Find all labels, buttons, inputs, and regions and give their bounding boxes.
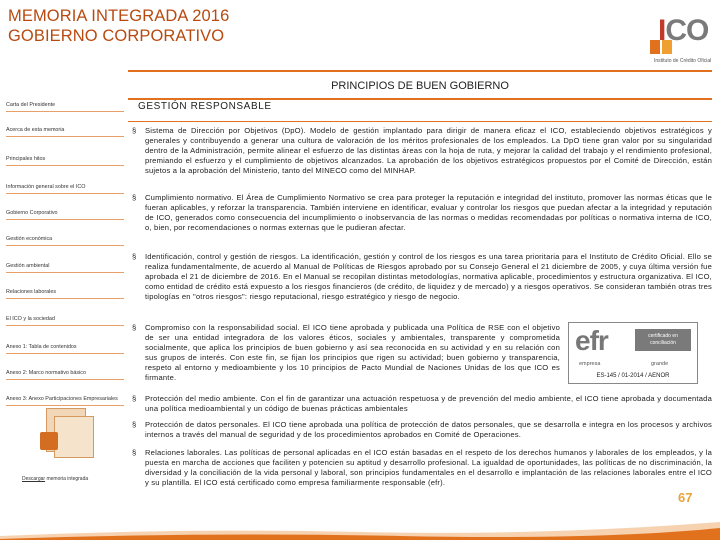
efr-logo: efr (575, 325, 608, 356)
principios-banner (128, 70, 712, 100)
logo-subtitle: Instituto de Crédito Oficial (654, 58, 712, 64)
sidebar-item-economica[interactable]: Gestión económica (6, 236, 124, 246)
efr-certificate-code: ES-145 / 01-2014 / AENOR (596, 373, 670, 379)
bullet-datos-personales (132, 420, 712, 442)
download-link-rest: memoria integrada (45, 476, 89, 482)
efr-grande-label: grande (651, 361, 669, 367)
bullet-text: Compromiso con la responsabilidad social. El ICO tiene aprobada y publicada una Política de RSE con el objetivo de ser una entidad integradora de los valores éticos, sociales y ambientales, transparente y comprometida socialmente, que aplica los principios de buen gobierno y así sea reconocida en su actividad y en su relación con sus grupos de interés. Con este fin, se fijan los principios que rigen su actividad; buen gobierno y transparencia, respeto al entorno y medioambiente y los 10 principios de Pacto Mundial de Naciones Unidas de los que ICO es firmante. (145, 323, 560, 382)
sidebar-item-acerca[interactable]: Acerca de esta memoria (6, 127, 124, 137)
paper-front-icon (54, 416, 94, 458)
bullet-marker: § (132, 126, 137, 135)
bullet-text: Protección de datos personales. El ICO tiene aprobada una política de protección de datos personales, que se desarrolla e integra en los procesos y archivos internos a través del manual de seguridad y de los procedimientos aprobados en Comité de Operaciones. (145, 420, 712, 439)
sidebar-item-laborales[interactable]: Relaciones laborales (6, 289, 124, 299)
section-subtitle-bar (128, 98, 712, 122)
efr-certificate-badge (568, 322, 698, 384)
page-number: 67 (678, 490, 693, 505)
sidebar-item-informacion[interactable]: Información general sobre el ICO (6, 184, 124, 194)
bullet-relaciones-laborales (132, 448, 712, 502)
sidebar-item-anexo-1[interactable]: Anexo 1: Tabla de contenidos (6, 344, 124, 354)
bullet-dpo (132, 126, 712, 188)
bullet-medio-ambiente (132, 394, 712, 416)
sidebar-item-anexo-2[interactable]: Anexo 2: Marco normativo básico (6, 370, 124, 380)
download-memoria-link[interactable] (22, 476, 88, 482)
logo-word: ICO (658, 14, 709, 47)
sidebar-item-hitos[interactable]: Principales hitos (6, 156, 124, 166)
header-line-1: MEMORIA INTEGRADA 2016 (8, 7, 230, 25)
efr-empresa-label: empresa (579, 361, 601, 367)
download-document-icon[interactable] (36, 402, 106, 462)
download-link-label[interactable]: Descargar (22, 476, 46, 482)
sidebar-item-ambiental[interactable]: Gestión ambiental (6, 263, 124, 273)
bullet-marker: § (132, 323, 137, 332)
bullet-riesgos (132, 252, 712, 316)
stamp-icon (40, 432, 58, 450)
ico-logo (646, 14, 712, 74)
bullet-marker: § (132, 193, 137, 202)
bullet-rse (132, 323, 560, 387)
footer-wave (0, 510, 720, 540)
header-line-2: GOBIERNO CORPORATIVO (8, 27, 225, 45)
sidebar-item-sociedad[interactable]: El ICO y la sociedad (6, 316, 124, 326)
bullet-marker: § (132, 394, 137, 403)
sidebar-item-anexo-3[interactable]: Anexo 3: Anexo Participaciones Empresariales (6, 396, 124, 406)
bullet-text: Protección del medio ambiente. Con el fin de garantizar una actuación respetuosa y de prevención del medio ambiente, el ICO tiene aprobada y documentada una política medioambiental y un código de buenas prácticas ambientales (145, 394, 712, 413)
bullet-text: Sistema de Dirección por Objetivos (DpO). Modelo de gestión implantado para dirigir de manera eficaz el ICO, estableciendo objetivos estratégicos y generales y contribuyendo a generar una cultura de valoración de los méritos profesionales de los empleados. La DpO tiene gran valor por su singularidad dentro de la Administración, permite alinear el esfuerzo de las distintas áreas con la hoja de ruta, y mejorar la calidad del trabajo y el rendimiento profesional, premiando el esfuerzo y el cumplimiento de objetivos alcanzados. La aprobación de los objetivos estratégicos propuestos por el Comité de Dirección, están sujetos a la aprobación del Ministerio, tanto del MINECO como del MINHAP. (145, 126, 712, 175)
bullet-text: Relaciones laborales. Las políticas de personal aplicadas en el ICO están basadas en el respeto de los derechos humanos y laborales de los empleados, y la puesta en marcha de acciones que faciliten y potencien su aptitud y desarrollo profesional. La igualdad de oportunidades, las políticas de no discriminación, la diversidad y la conciliación de la vida personal y laboral, son principios fundamentales en el desarrollo e implantación de las relaciones laborales entre el ICO y su plantilla. El ICO está certificado como empresa familiarmente responsable (efr). (145, 448, 712, 487)
page-header (8, 6, 229, 46)
bullet-marker: § (132, 448, 137, 457)
bullet-cumplimiento (132, 193, 712, 245)
section-subtitle: GESTIÓN RESPONSABLE (138, 101, 272, 112)
bullet-text: Identificación, control y gestión de riesgos. La identificación, gestión y control de los riesgos es una tarea prioritaria para el Instituto de Crédito Oficial. Ello se realiza fundamentalmente, de acuerdo al Manual de Políticas de Riesgos aprobado por su Consejo General el 21 diciembre de 2005, y cuya última versión fue aprobada el 21 de diciembre de 2016. En el Manual se recopilan distintas metodologías, normativa aplicable, procedimientos y estructura organizativa. El ICO, como entidad de crédito está expuesto a los riesgos financieros (de crédito, de liquidez y de mercado) y a riesgos operativos. Se consideran también otras tres tipologías en "otros riesgos": riesgo reputacional, riesgo estratégico y riesgo de negocio. (145, 252, 712, 301)
bullet-text: Cumplimiento normativo. El Área de Cumplimiento Normativo se crea para proteger la reputación e integridad del instituto, promover las normas éticas que le fueran aplicables, y reforzar la transparencia. También interviene en identificar, evaluar y controlar los riesgos que puedan afectar a la integridad y reputación de ICO, generados como consecuencia del incumplimiento o inobservancia de las normas o medidas recomendadas por políticas o normativa interna de ICO, o, bien, por recomendaciones o normas externas que le pudieran afectar. (145, 193, 712, 232)
principios-title: PRINCIPIOS DE BUEN GOBIERNO (331, 80, 509, 92)
bullet-marker: § (132, 420, 137, 429)
sidebar-item-gobierno[interactable]: Gobierno Corporativo (6, 210, 124, 220)
efr-certified-box: certificado en conciliación (635, 329, 691, 351)
sidebar-item-carta[interactable]: Carta del Presidente (6, 102, 124, 112)
bullet-marker: § (132, 252, 137, 261)
